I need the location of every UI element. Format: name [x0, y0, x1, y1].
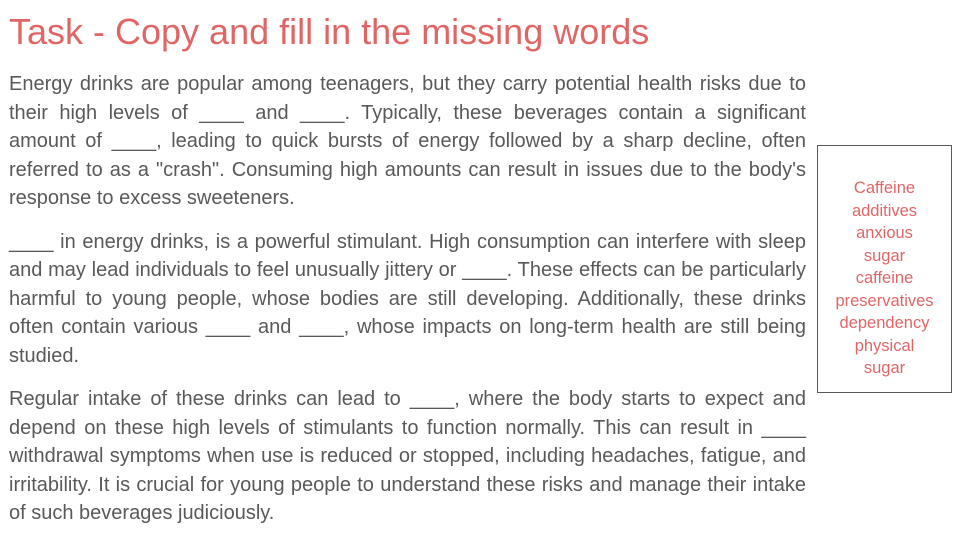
passage [9, 70, 806, 543]
word-bank [817, 145, 952, 393]
task-title: Task - Copy and fill in the missing words [9, 11, 650, 52]
word-bank-item: sugar [863, 359, 906, 377]
word-bank-item: additives [851, 201, 918, 220]
word-bank-item: dependency [839, 314, 930, 332]
word-bank-item: Caffeine [853, 179, 916, 197]
paragraph-1: Energy drinks are popular among teenagers, but they carry potential health risks due to their high levels of ____ and ____. Typically, these beverages contain a significant amount of ____, leading to quick bursts of energy followed by a sharp decline, often referred to as a "crash". Consuming high amounts can result in issues due to the body's response to excess sweeteners. [9, 73, 806, 209]
word-bank-item: caffeine [855, 269, 914, 287]
word-bank-item: sugar [863, 246, 906, 265]
paragraph-2: ____ in energy drinks, is a powerful stimulant. High consumption can interfere with sleep and may lead individuals to feel unusually jittery or ____. These effects can be particularly harmful to young people, whose bodies are still developing. Additionally, these drinks often contain various ____ and ____, whose impacts on long-term health are still being studied. [9, 230, 806, 367]
word-bank-item: anxious [856, 224, 913, 242]
word-bank-item: preservatives [835, 291, 934, 310]
word-bank-item: physical [854, 336, 915, 355]
paragraph-3: Regular intake of these drinks can lead to ____, where the body starts to expect and depend on these high levels of stimulants to function normally. This can result in ____ withdrawal symptoms when use is reduced or stopped, including headaches, fatigue, and irritability. It is crucial for young people to understand these risks and manage their intake of such beverages judiciously. [9, 388, 806, 524]
